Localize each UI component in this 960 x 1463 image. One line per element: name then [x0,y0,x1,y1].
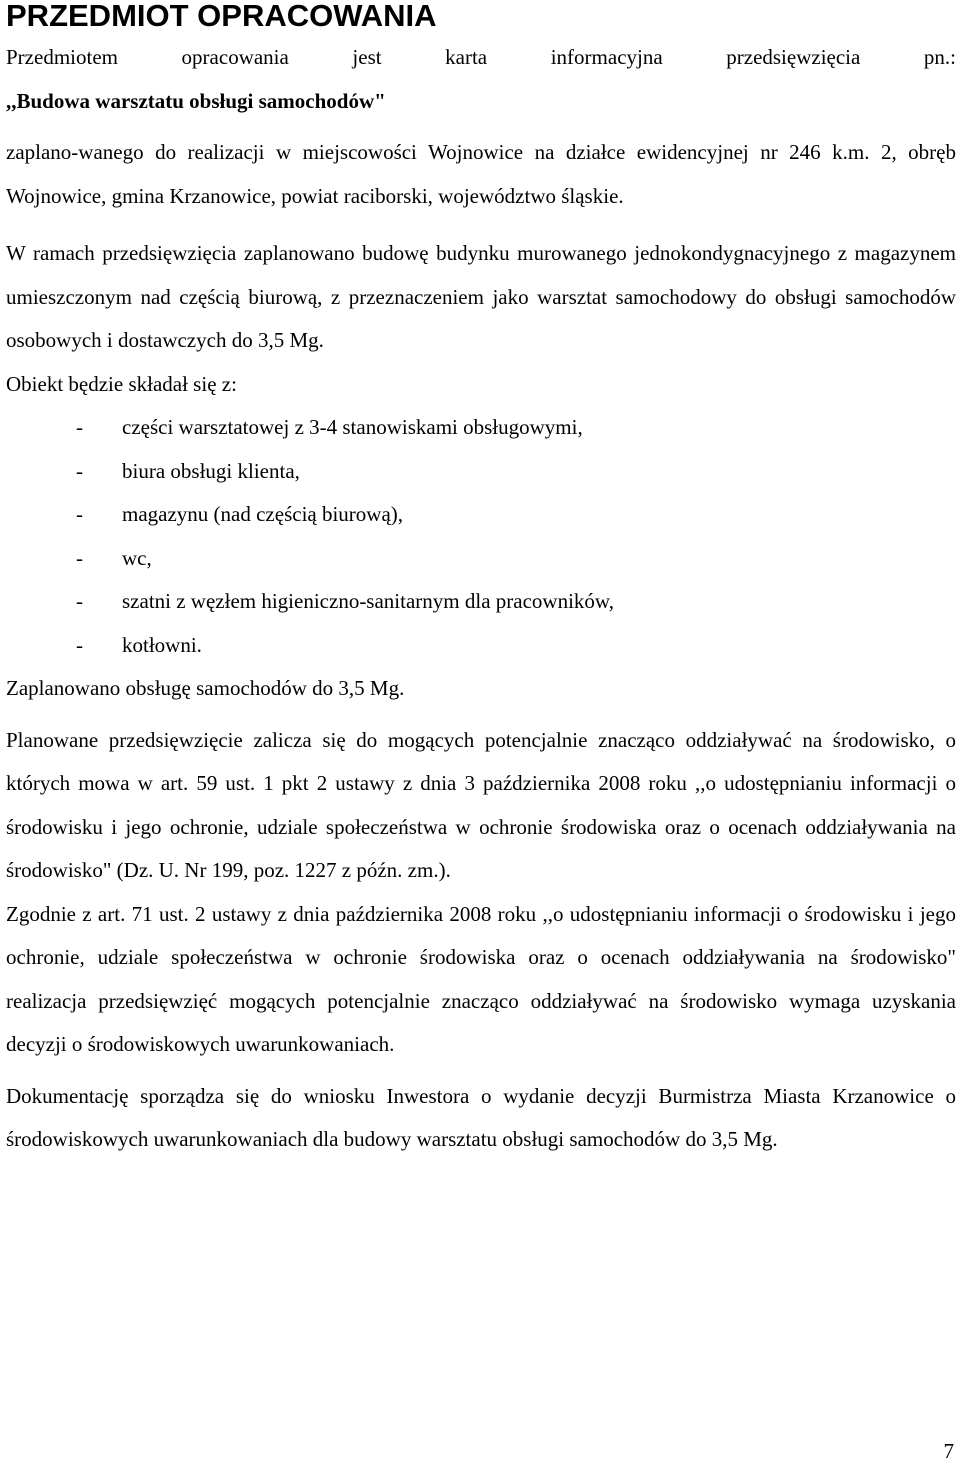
list-dash: - [76,415,83,439]
list-item [6,493,956,537]
section-heading: PRZEDMIOT OPRACOWANIA [6,0,437,33]
document-page [6,0,956,1162]
spacer [6,1067,956,1075]
documentation-paragraph: Dokumentację sporządza się do wniosku Inwestora o wydanie decyzji Burmistrza Miasta Krzanowice o środowiskowych uwarunkowaniach dla budowy warsztatu obsługi samochodów do 3,5 Mg. [6,1083,956,1151]
building-parts-list [6,406,956,667]
list-intro: Obiekt będzie składał się z: [6,371,237,396]
project-title: ,,Budowa warsztatu obsługi samochodów" [6,88,386,113]
page-number: 7 [943,1439,954,1463]
list-item-text: kotłowni. [122,632,202,657]
list-item [6,450,956,494]
list-dash: - [76,589,83,613]
list-item [6,537,956,581]
list-item-text: biura obsługi klienta, [122,458,300,483]
list-dash: - [76,502,83,526]
spacer [6,711,956,719]
list-item-text: części warsztatowej z 3-4 stanowiskami obsługowymi, [122,415,583,439]
spacer [6,218,956,232]
intro-line: Przedmiotem opracowania jest karta informacyjna przedsięwzięcia pn.: [6,45,956,69]
list-item-text: magazynu (nad częścią biurową), [122,502,404,526]
list-item [6,580,956,624]
list-dash: - [76,545,83,570]
list-dash: - [76,458,83,483]
legal-paragraph-2: Zgodnie z art. 71 ust. 2 ustawy z dnia października 2008 roku ,,o udostępnianiu informacji o środowisku i jego ochronie, udziale społeczeństwa w ochronie środowiska oraz o ocenach oddziaływania na środowisko" realizacja przedsięwzięć mogących potencjalnie znacząco oddziaływać na środowisko wymaga uzyskania decyzji o środowiskowych uwarunkowaniach. [6,901,956,1056]
summary-line: Zaplanowano obsługę samochodów do 3,5 Mg. [6,676,405,700]
list-dash: - [76,632,83,657]
location-paragraph: zaplano-wanego do realizacji w miejscowości Wojnowice na działce ewidencyjnej nr 246 k.m. 2, obręb Wojnowice, gmina Krzanowice, powiat raciborski, województwo śląskie. [6,140,956,208]
list-item [6,624,956,668]
list-item-text: wc, [122,545,152,570]
list-item [6,406,956,450]
list-item-text: szatni z węzłem higieniczno-sanitarnym dla pracowników, [122,589,614,613]
scope-paragraph: W ramach przedsięwzięcia zaplanowano budowę budynku murowanego jednokondygnacyjnego z magazynem umieszczonym nad częścią biurową, z przeznaczeniem jako warsztat samochodowy do obsługi samochodów osobowych i dostawczych do 3,5 Mg. [6,241,956,352]
legal-paragraph-1: Planowane przedsięwzięcie zalicza się do mogących potencjalnie znacząco oddziaływać na środowisko, o których mowa w art. 59 ust. 1 pkt 2 ustawy z dnia 3 października 2008 roku ,,o udostępnianiu informacji o środowisku i jego ochronie, udziale społeczeństwa w ochronie środowiska oraz o ocenach oddziaływania na środowisko" (Dz. U. Nr 199, poz. 1227 z późn. zm.). [6,727,956,882]
spacer [6,123,956,131]
